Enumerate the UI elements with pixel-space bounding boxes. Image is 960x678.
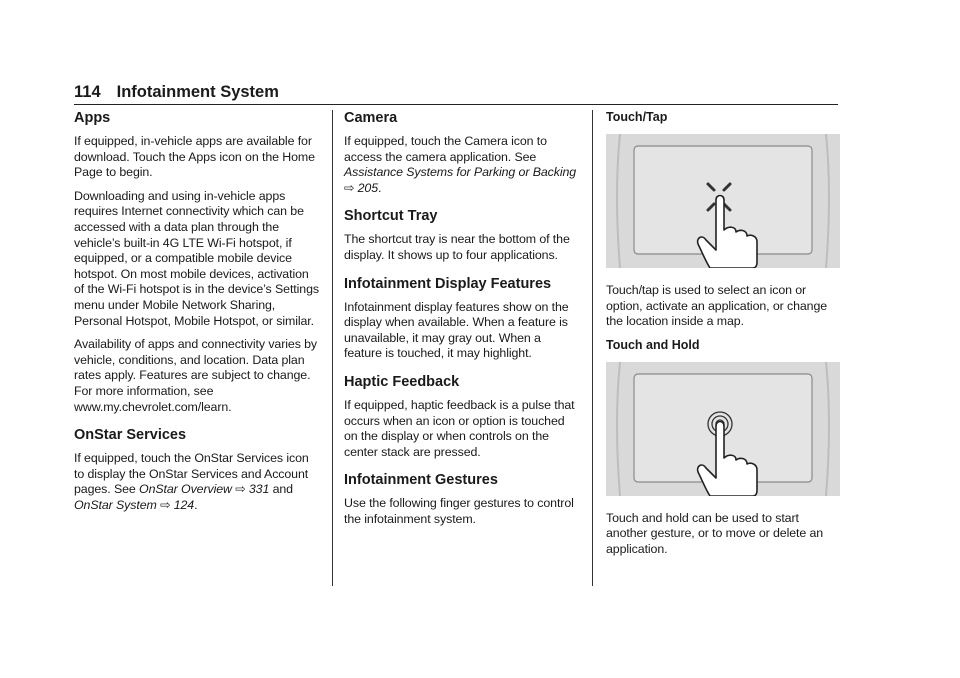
page-number: 114 [74, 83, 101, 101]
apps-paragraph-2: Downloading and using in-vehicle apps requires Internet connectivity which can be accessed with a data plan through the vehicle’s built-in 4G LTE Wi-Fi hotspot, if equipped, or a compatible mobile device hotspot. On most mobile devices, activation of the Wi-Fi hotspot is in the device’s Settings menu under Mobile Network Sharing, Personal Hotspot, Mobile Hotspot, or similar. [74, 188, 319, 328]
touch-tap-figure-icon [606, 134, 840, 268]
section-title: Infotainment System [116, 83, 279, 101]
touch-hold-figure-icon [606, 362, 840, 496]
gestures-heading: Infotainment Gestures [344, 472, 498, 489]
onstar-heading: OnStar Services [74, 427, 187, 444]
column-divider-right [592, 110, 593, 586]
onstar-text: If equipped, touch the OnStar Services icon to display the OnStar Services and Account pages. See [74, 451, 309, 497]
page-reference-arrow-icon: ⇨ [235, 482, 246, 497]
onstar-overview-link[interactable]: OnStar Overview [139, 482, 232, 497]
gestures-paragraph: Use the following finger gestures to control the infotainment system. [344, 496, 574, 526]
period: . [378, 180, 382, 195]
shortcut-tray-heading: Shortcut Tray [344, 208, 438, 225]
column-2 [344, 110, 580, 536]
column-divider-left [332, 110, 333, 586]
touch-hold-heading: Touch and Hold [606, 337, 700, 352]
apps-paragraph-3: Availability of apps and connectivity varies by vehicle, conditions, and location. Data plan rates apply. Features are subject to change. For more information, see www.my.chevrolet.com/learn. [74, 337, 318, 414]
period: . [194, 497, 198, 512]
camera-paragraph [344, 134, 580, 196]
display-features-paragraph: Infotainment display features show on the display when available. When a feature is unavailable, it may gray out. When a feature is touched, it may highlight. [344, 299, 569, 361]
haptic-feedback-paragraph: If equipped, haptic feedback is a pulse that occurs when an icon or option is touched on the display or when controls on the center stack are pressed. [344, 397, 575, 459]
column-1 [74, 110, 320, 521]
onstar-paragraph [74, 451, 320, 513]
apps-heading: Apps [74, 110, 111, 126]
touch-tap-heading: Touch/Tap [606, 110, 668, 124]
column-3 [606, 110, 842, 566]
page-reference-arrow-icon: ⇨ [160, 497, 171, 512]
onstar-system-link[interactable]: OnStar System [74, 497, 157, 512]
camera-text: If equipped, touch the Camera icon to access the camera application. See [344, 134, 547, 164]
haptic-feedback-heading: Haptic Feedback [344, 373, 460, 390]
display-features-heading: Infotainment Display Features [344, 275, 552, 292]
page-header [74, 82, 838, 105]
touch-tap-paragraph: Touch/tap is used to select an icon or option, activate an application, or change the location inside a map. [606, 283, 828, 329]
onstar-and-text: and [269, 482, 293, 497]
touch-hold-illustration [606, 362, 842, 501]
touch-tap-illustration [606, 134, 842, 273]
page-reference-arrow-icon: ⇨ [344, 180, 355, 195]
assistance-systems-page[interactable]: 205 [357, 180, 379, 195]
apps-paragraph-1: If equipped, in-vehicle apps are available for download. Touch the Apps icon on the Home Page to begin. [74, 134, 315, 180]
assistance-systems-link[interactable]: Assistance Systems for Parking or Backing [344, 165, 577, 180]
onstar-system-page[interactable]: 124 [173, 497, 195, 512]
shortcut-tray-paragraph: The shortcut tray is near the bottom of the display. It shows up to four applications. [344, 232, 570, 262]
camera-heading: Camera [344, 110, 398, 126]
touch-hold-paragraph: Touch and hold can be used to start another gesture, or to move or delete an application. [606, 510, 824, 556]
onstar-overview-page[interactable]: 331 [248, 482, 270, 497]
